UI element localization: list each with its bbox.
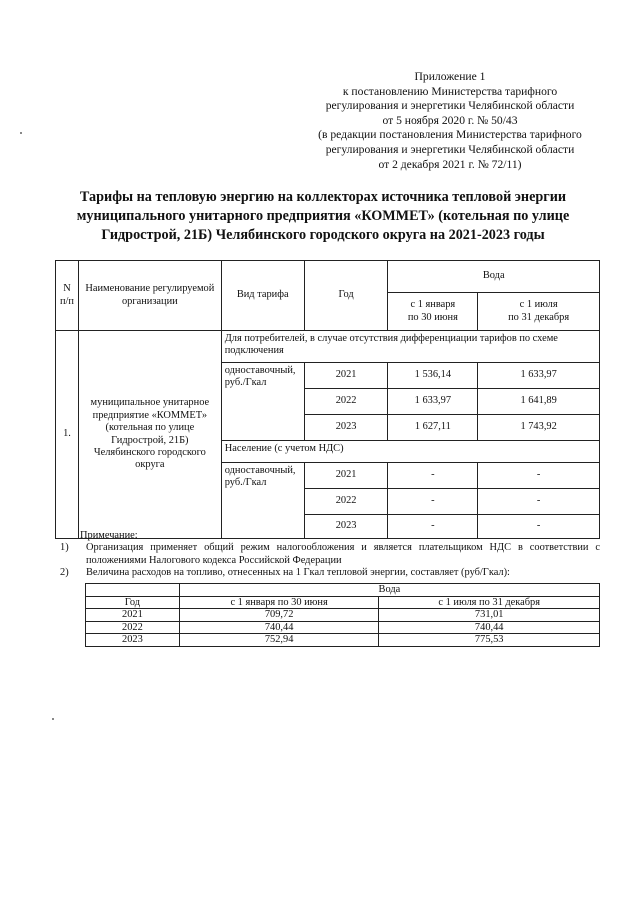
note-item (60, 567, 600, 579)
fuel-year-cell: 2023 (86, 634, 180, 647)
note-item (60, 542, 600, 567)
fuel-value-cell: 740,44 (179, 621, 379, 634)
fuel-year-cell: 2021 (86, 609, 180, 622)
header-num (56, 261, 79, 331)
org-line: (котельная по улице (105, 422, 195, 434)
header-year: Год (304, 261, 388, 331)
header-org (78, 261, 221, 331)
year-cell: 2021 (304, 363, 388, 389)
tariff-type-line1: одноставочный, (224, 365, 296, 376)
fuel-year-cell: 2022 (86, 621, 180, 634)
header-period2-line1: с 1 июля (519, 299, 558, 311)
row-number: 1. (56, 331, 79, 539)
value-cell: - (478, 463, 600, 489)
header-org-line2: организации (121, 295, 178, 307)
notes (60, 530, 600, 580)
year-cell: 2021 (304, 463, 388, 489)
note-text: Организация применяет общий режим налогообложения и является плательщиком НДС в соответствии с положениями Налогового кодекса Российской Федерации (86, 542, 600, 566)
scan-speck (20, 132, 22, 134)
appendix-line: регулирования и энергетики Челябинской области (325, 99, 575, 113)
fuel-value-cell: 709,72 (179, 609, 379, 622)
fuel-value-cell: 740,44 (379, 621, 600, 634)
fuel-header-year: Год (86, 596, 180, 609)
appendix-line: от 2 декабря 2021 г. № 72/11) (378, 157, 522, 171)
fuel-header-blank (86, 584, 180, 597)
header-period1-line1: с 1 января (410, 299, 456, 311)
document-title (40, 188, 606, 245)
org-line: округа (135, 459, 165, 471)
year-cell: 2022 (304, 389, 388, 415)
value-cell: - (388, 463, 478, 489)
fuel-header-period1: с 1 января по 30 июня (179, 596, 379, 609)
fuel-value-cell: 775,53 (379, 634, 600, 647)
organization-name (78, 331, 221, 539)
header-water: Вода (388, 261, 600, 293)
tariff-type-line1: одноставочный, (224, 465, 296, 476)
appendix-line: к постановлению Министерства тарифного (342, 84, 558, 98)
header-period2 (478, 293, 600, 331)
fuel-value-cell: 752,94 (179, 634, 379, 647)
header-num-line2: п/п (59, 295, 74, 307)
note-text: Величина расходов на топливо, отнесенных на 1 Гкал тепловой энергии, составляет (руб/Гкал): (86, 567, 510, 579)
notes-heading: Примечание: (80, 530, 138, 541)
section-population-label: Население (с учетом НДС) (221, 441, 599, 463)
appendix-line: Приложение 1 (414, 70, 486, 83)
tariff-table (55, 260, 600, 539)
header-num-line1: N (63, 283, 71, 295)
value-cell: - (388, 515, 478, 539)
title-line: муниципального унитарного предприятия «КОММЕТ» (котельная по улице (76, 208, 570, 224)
org-line: муниципальное унитарное (90, 397, 210, 409)
value-cell: - (388, 489, 478, 515)
value-cell: 1 743,92 (478, 415, 600, 441)
header-period1-line2: по 30 июня (407, 311, 458, 323)
year-cell: 2023 (304, 415, 388, 441)
header-period1 (388, 293, 478, 331)
value-cell: - (478, 489, 600, 515)
year-cell: 2023 (304, 515, 388, 539)
value-cell: - (478, 515, 600, 539)
appendix-line: регулирования и энергетики Челябинской области (325, 142, 575, 156)
appendix-header (290, 70, 610, 172)
fuel-cost-table (85, 583, 600, 647)
value-cell: 1 641,89 (478, 389, 600, 415)
header-tariff-type: Вид тарифа (221, 261, 304, 331)
note-number: 1) (60, 542, 69, 554)
org-line: Челябинского городского (93, 446, 206, 458)
section-consumers-label: Для потребителей, в случае отсутствия дифференциации тарифов по схеме подключения (221, 331, 599, 363)
fuel-header-water: Вода (179, 584, 599, 597)
value-cell: 1 633,97 (478, 363, 600, 389)
value-cell: 1 633,97 (388, 389, 478, 415)
title-line: Тарифы на тепловую энергию на коллекторах источника тепловой энергии (79, 189, 567, 205)
scan-speck (52, 718, 54, 720)
tariff-type-cell (221, 363, 304, 441)
fuel-header-period2: с 1 июля по 31 декабря (379, 596, 600, 609)
appendix-line: (в редакции постановления Министерства тарифного (318, 128, 582, 142)
note-number: 2) (60, 567, 69, 579)
value-cell: 1 627,11 (388, 415, 478, 441)
title-line: Гидрострой, 21Б) Челябинского городского округа на 2021-2023 годы (101, 227, 545, 243)
tariff-type-line2: руб./Гкал (224, 377, 267, 389)
appendix-line: от 5 ноября 2020 г. № 50/43 (382, 113, 518, 127)
header-org-line1: Наименование регулируемой (85, 283, 215, 295)
tariff-type-cell (221, 463, 304, 539)
value-cell: 1 536,14 (388, 363, 478, 389)
header-period2-line2: по 31 декабря (508, 311, 570, 323)
tariff-type-line2: руб./Гкал (224, 477, 267, 489)
org-line: Гидрострой, 21Б) (111, 434, 189, 446)
org-line: предприятие «КОММЕТ» (92, 409, 208, 421)
fuel-value-cell: 731,01 (379, 609, 600, 622)
year-cell: 2022 (304, 489, 388, 515)
